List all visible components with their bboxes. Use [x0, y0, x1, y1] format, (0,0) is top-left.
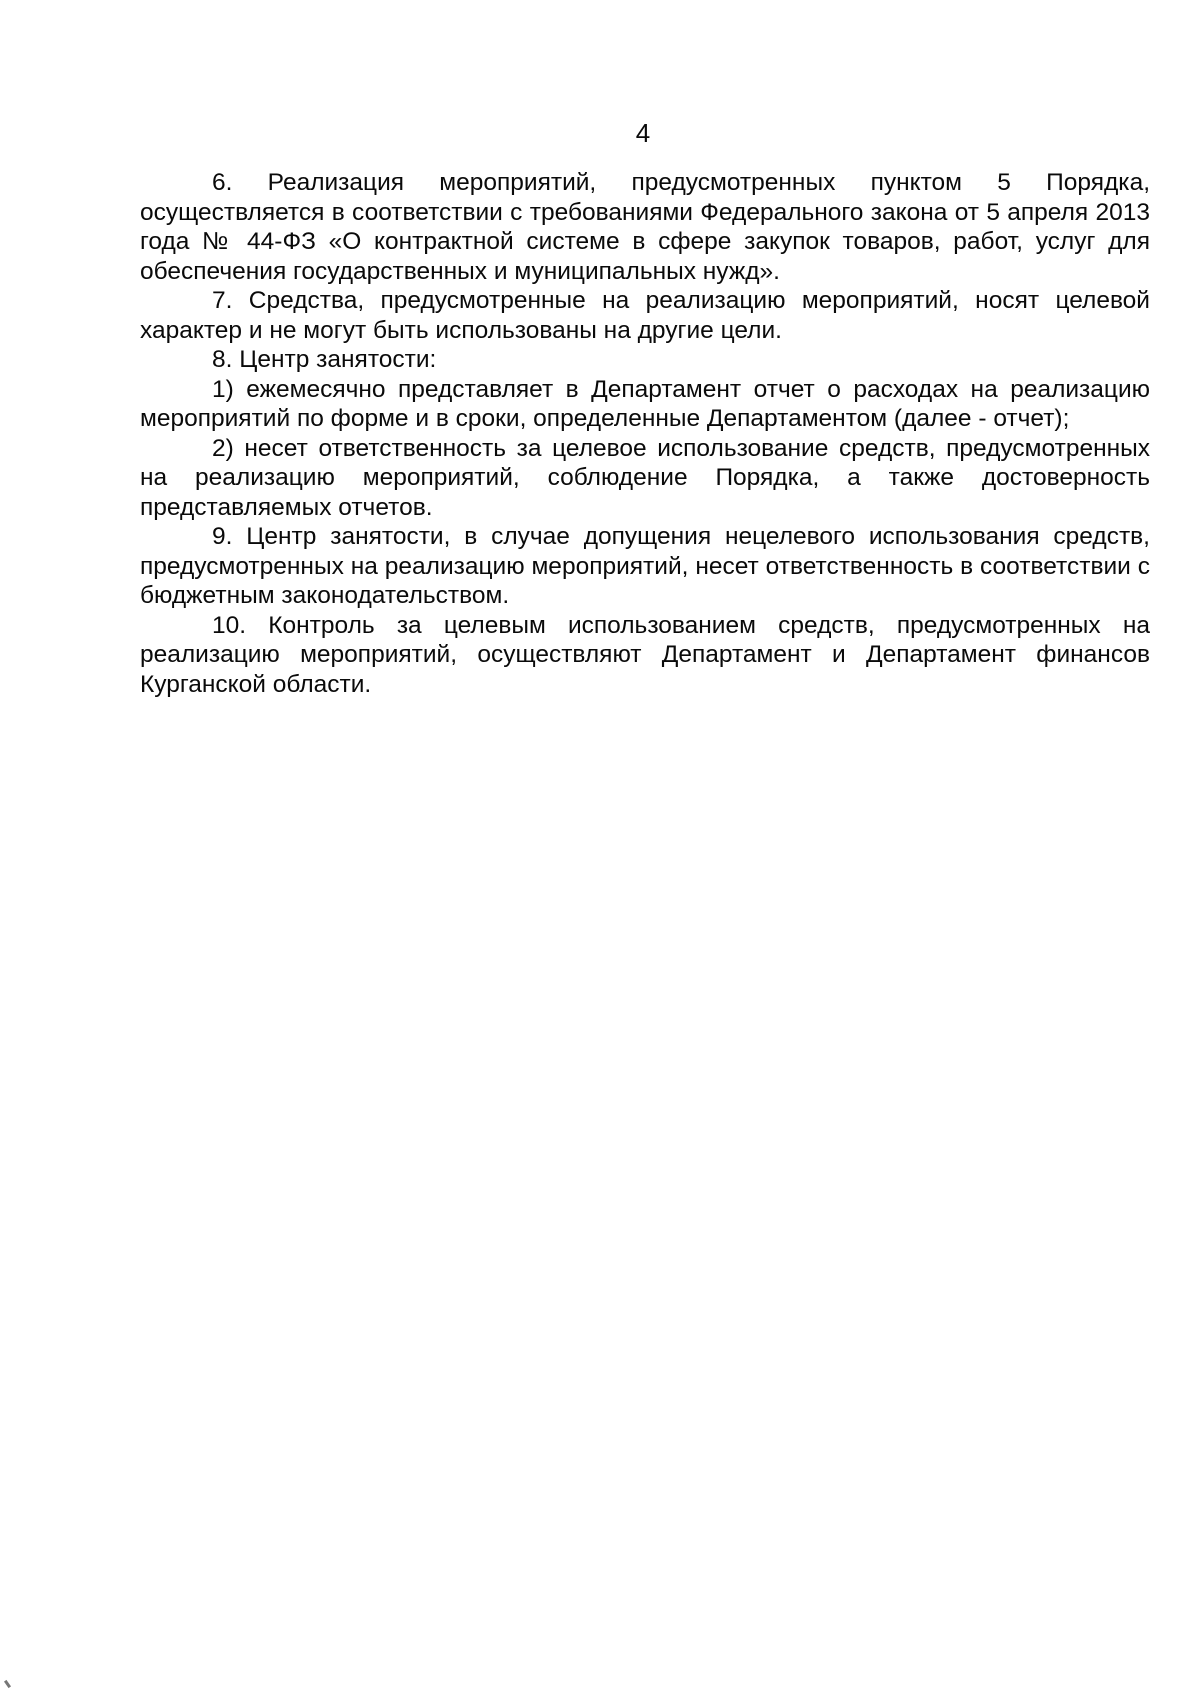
paragraph-10: 10. Контроль за целевым использованием средств, предусмотренных на реализацию мероприятий, осуществляют Департамент и Департамент финансов Курганской области.	[140, 611, 1150, 698]
paragraph-7: 7. Средства, предусмотренные на реализацию мероприятий, носят целевой характер и не могут быть использованы на другие цели.	[140, 287, 1150, 344]
page-number: 4	[635, 118, 651, 148]
paragraph-8-item-1: 1) ежемесячно представляет в Департамент отчет о расходах на реализацию мероприятий по форме и в сроки, определенные Департаментом (далее - отчет);	[140, 375, 1150, 432]
paragraph-8-item-2: 2) несет ответственность за целевое использование средств, предусмотренных на реализацию мероприятий, соблюдение Порядка, а также достоверность представляемых отчетов.	[140, 434, 1150, 521]
document-body	[140, 168, 1150, 699]
paragraph-6: 6. Реализация мероприятий, предусмотренных пунктом 5 Порядка, осуществляется в соответствии с требованиями Федерального закона от 5 апреля 2013 года № 44-ФЗ «О контрактной системе в сфере закупок товаров, работ, услуг для обеспечения государственных и муниципальных нужд».	[140, 169, 1150, 285]
scan-artifact	[4, 1680, 11, 1688]
paragraph-9: 9. Центр занятости, в случае допущения нецелевого использования средств, предусмотренных на реализацию мероприятий, несет ответственность в соответствии с бюджетным законодательством.	[140, 523, 1150, 609]
paragraph-8: 8. Центр занятости:	[212, 346, 437, 373]
